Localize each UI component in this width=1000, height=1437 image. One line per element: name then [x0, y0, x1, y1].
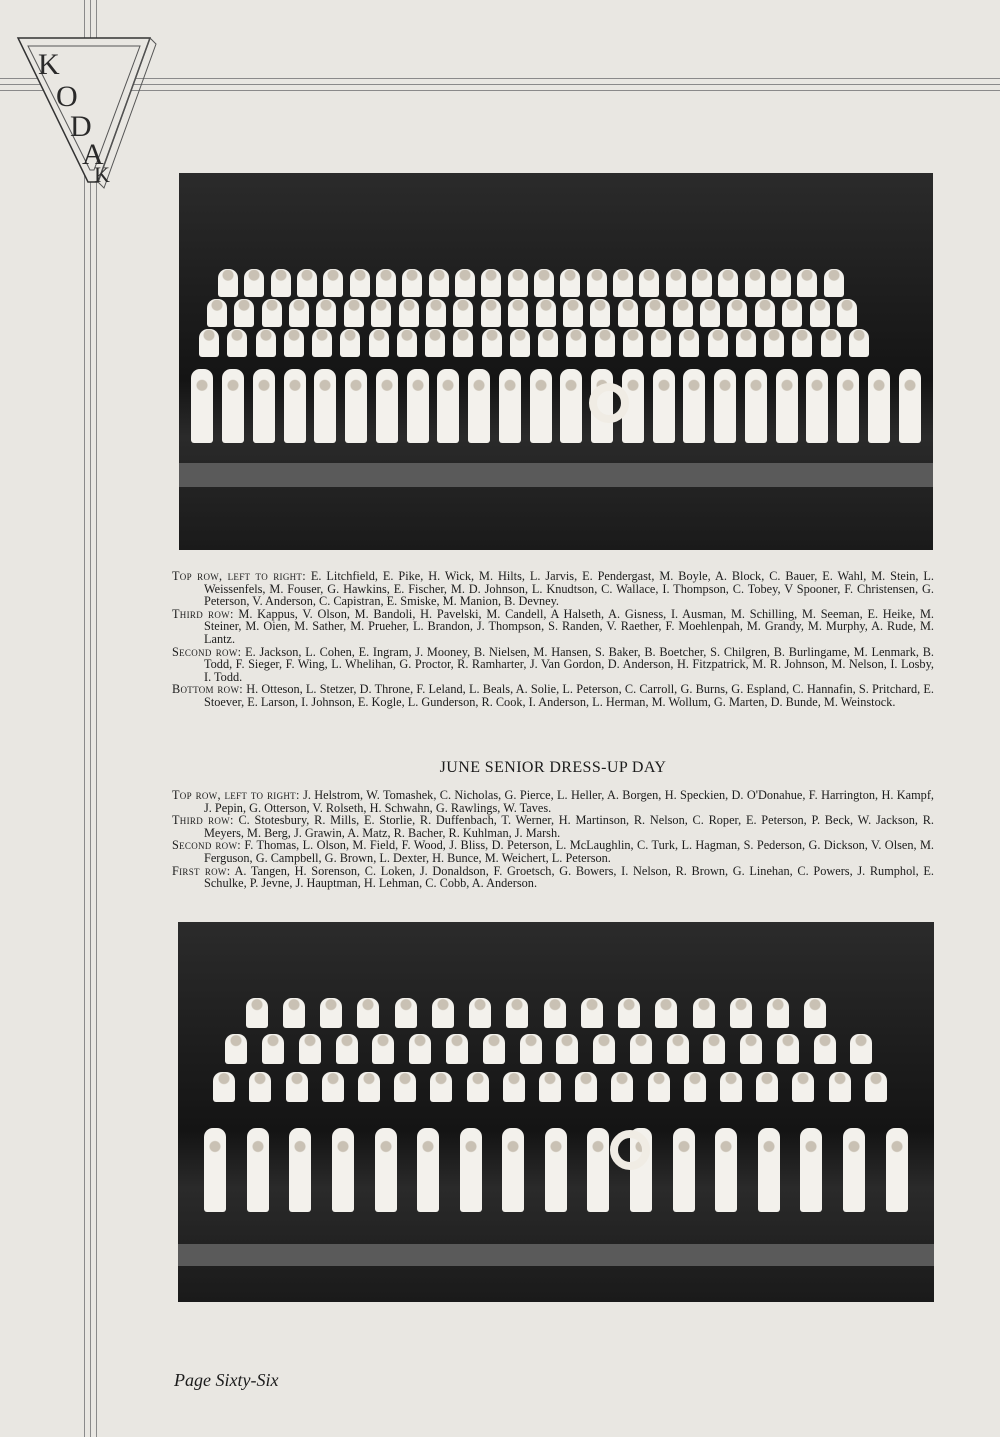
- photo-row: [179, 329, 933, 357]
- caption-row-names: E. Jackson, L. Cohen, E. Ingram, J. Mooney, B. Nielsen, M. Hansen, S. Baker, B. Boetcher, S. Chilgren, B. Burlingame, M. Lenmark, B. Todd, F. Sieger, F. Wing, L. Whelihan, G. Proctor, R. Ramharter, J. Van Gordon, D. Anderson, H. Fitzpatrick, M. R. Johnson, M. Nelson, I. Losby, I. Todd.: [204, 644, 934, 684]
- caption-paragraph: [172, 683, 934, 708]
- photo-row: [179, 269, 933, 297]
- caption-paragraph: [172, 814, 934, 839]
- photo-row: [178, 998, 934, 1028]
- photo-row: [178, 1072, 934, 1102]
- photo-boys-group: [178, 922, 934, 1302]
- caption-row-names: A. Tangen, H. Sorenson, C. Loken, J. Donaldson, F. Groetsch, G. Bowers, I. Nelson, R. Brown, G. Linehan, C. Powers, J. Rumphol, E. Schulke, P. Jevne, J. Hauptman, H. Lehman, C. Cobb, A. Anderson.: [204, 863, 934, 891]
- caption-row-names: M. Kappus, V. Olson, M. Bandoli, H. Pavelski, M. Candell, A Halseth, A. Gisness, I. Ausman, M. Schilling, M. Seeman, E. Heike, M. Steiner, M. Oien, M. Sather, M. Prueher, L. Brandon, J. Thompson, S. Randen, V. Raether, F. Moehlenpah, M. Grandy, M. Murphy, A. Rude, M. Lantz.: [204, 606, 934, 646]
- page-number: Page Sixty-Six: [174, 1370, 279, 1390]
- caption-paragraph: [172, 865, 934, 890]
- logo-letter: D: [70, 110, 92, 143]
- caption-row-lead: Top row, left to right:: [172, 569, 306, 583]
- caption-row-lead: Second row:: [172, 838, 241, 853]
- logo-letter: K: [38, 48, 60, 81]
- kodak-logo: [14, 12, 164, 192]
- caption-row-names: J. Helstrom, W. Tomashek, C. Nicholas, G. Pierce, L. Heller, A. Borgen, H. Speckien, D. O'Donahue, F. Harrington, H. Kampf, J. Pepin, G. Otterson, V. Rolseth, H. Schwahn, G. Rawlings, W. Taves.: [204, 788, 934, 815]
- life-ring-icon: [610, 1130, 650, 1170]
- caption-row-lead: Bottom row:: [172, 682, 243, 697]
- caption-row-lead: Third row:: [172, 606, 234, 621]
- caption-row-names: F. Thomas, L. Olson, M. Field, F. Wood, J. Bliss, D. Peterson, L. McLaughlin, C. Turk, L. Hagman, S. Pederson, G. Dickson, V. Olsen, M. Ferguson, G. Campbell, G. Brown, L. Dexter, H. Bunce, M. Weichert, L. Peterson.: [204, 838, 934, 865]
- photo-girls-group: [179, 173, 933, 550]
- caption-paragraph: [172, 646, 934, 684]
- caption-row-lead: First row:: [172, 863, 231, 878]
- caption-row-names: E. Litchfield, E. Pike, H. Wick, M. Hilts, L. Jarvis, E. Pendergast, M. Boyle, A. Block, C. Bauer, E. Wahl, M. Stein, L. Weissenfels, M. Fouser, G. Hawkins, E. Fischer, M. D. Johnson, L. Knudtson, C. Wallace, I. Thompson, C. Tobey, V Spooner, F. Christensen, G. Peterson, V. Anderson, C. Capistran, E. Smiske, M. Manion, B. Devney.: [204, 569, 934, 609]
- logo-letter: A: [82, 138, 104, 171]
- photo-row: [179, 369, 933, 443]
- section-heading: JUNE SENIOR DRESS-UP DAY: [439, 759, 667, 776]
- caption-row-names: H. Otteson, L. Stetzer, D. Throne, F. Leland, L. Beals, A. Solie, L. Peterson, C. Carroll, G. Burns, G. Espland, C. Hannafin, S. Pritchard, E. Stoever, E. Larson, I. Johnson, E. Kogle, L. Gunderson, R. Cook, I. Anderson, L. Herman, M. Wollum, G. Marten, D. Bunde, M. Weinstock.: [204, 682, 934, 709]
- border-line-left-2: [90, 0, 91, 1437]
- caption-paragraph: [172, 608, 934, 646]
- photo-row: [178, 1128, 934, 1212]
- caption-row-lead: Top row, left to right:: [172, 788, 300, 802]
- border-line-left-3: [96, 0, 97, 1437]
- caption-row-names: C. Stotesbury, R. Mills, E. Storlie, R. Duffenbach, T. Werner, H. Martinson, R. Nelson, C. Roper, E. Peterson, P. Beck, W. Jackson, R. Meyers, M. Berg, J. Grawin, A. Matz, R. Bacher, R. Kuhlman, J. Marsh.: [204, 813, 935, 840]
- caption-paragraph: [172, 839, 934, 864]
- logo-letter: K: [94, 162, 110, 187]
- caption-boys: [172, 789, 934, 890]
- photo-row: [178, 1034, 934, 1064]
- caption-row-lead: Second row:: [172, 644, 242, 659]
- border-line-left-1: [84, 0, 85, 1437]
- life-ring-icon: [589, 383, 629, 423]
- caption-girls: [172, 570, 934, 709]
- caption-paragraph: [172, 570, 934, 608]
- caption-row-lead: Third row:: [172, 813, 234, 828]
- caption-paragraph: [172, 789, 934, 814]
- logo-letter: O: [56, 80, 78, 113]
- photo-row: [179, 299, 933, 327]
